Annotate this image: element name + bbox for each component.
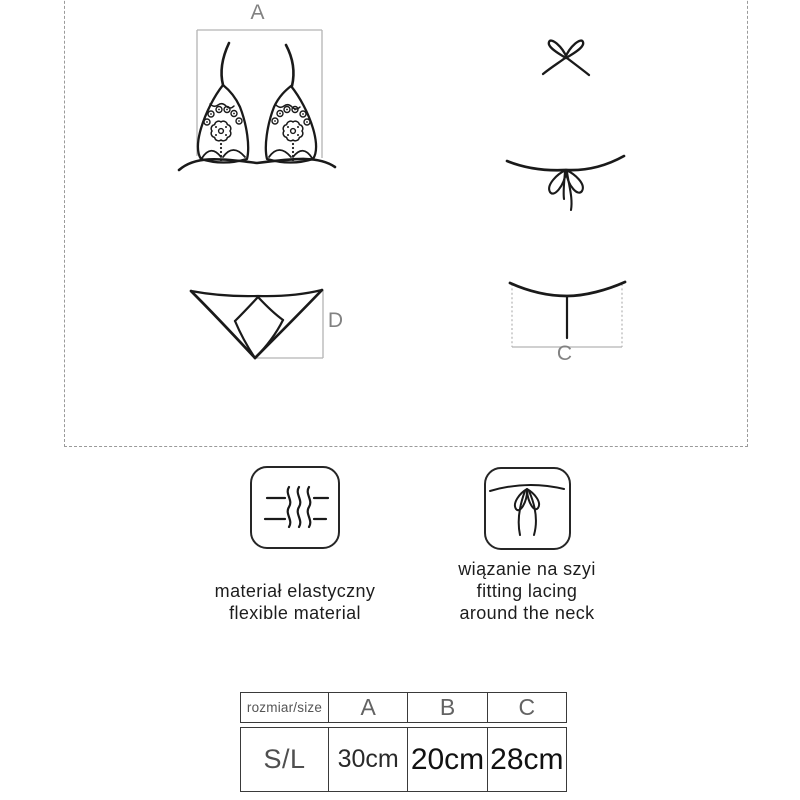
caption-line: flexible material (229, 603, 361, 623)
bikini-top-front-drawing (165, 0, 365, 180)
elastic-material-icon (250, 466, 340, 549)
size-table-cell-a: 30cm (328, 728, 407, 791)
neck-lacing-glyph (486, 469, 568, 547)
feature-elastic-caption (190, 580, 400, 624)
size-table-cell-b: 20cm (407, 728, 486, 791)
size-table-header-b: B (407, 693, 486, 722)
feature-lacing-caption (422, 558, 632, 624)
size-table-data-row (240, 727, 567, 792)
bottom-front-drawing (175, 278, 340, 368)
size-table-header-size: rozmiar/size (246, 700, 323, 715)
neck-lacing-icon (484, 467, 571, 550)
dimension-label-a: A (250, 1, 266, 24)
size-table-header-c: C (487, 693, 566, 722)
caption-line: fitting lacing (476, 581, 578, 601)
size-table-cell-c: 28cm (487, 728, 566, 791)
neck-tie-back-drawing (480, 18, 650, 218)
caption-line: around the neck (459, 603, 595, 623)
dimension-label-c: C (556, 342, 574, 365)
dimension-label-d: D (327, 309, 345, 332)
caption-line: materiał elastyczny (214, 581, 376, 601)
size-table-header-row (240, 692, 567, 723)
size-table-header-a: A (328, 693, 407, 722)
caption-line: wiązanie na szyi (458, 559, 596, 579)
size-table-cell-size: S/L (263, 744, 306, 774)
elastic-waves-glyph (252, 468, 337, 546)
